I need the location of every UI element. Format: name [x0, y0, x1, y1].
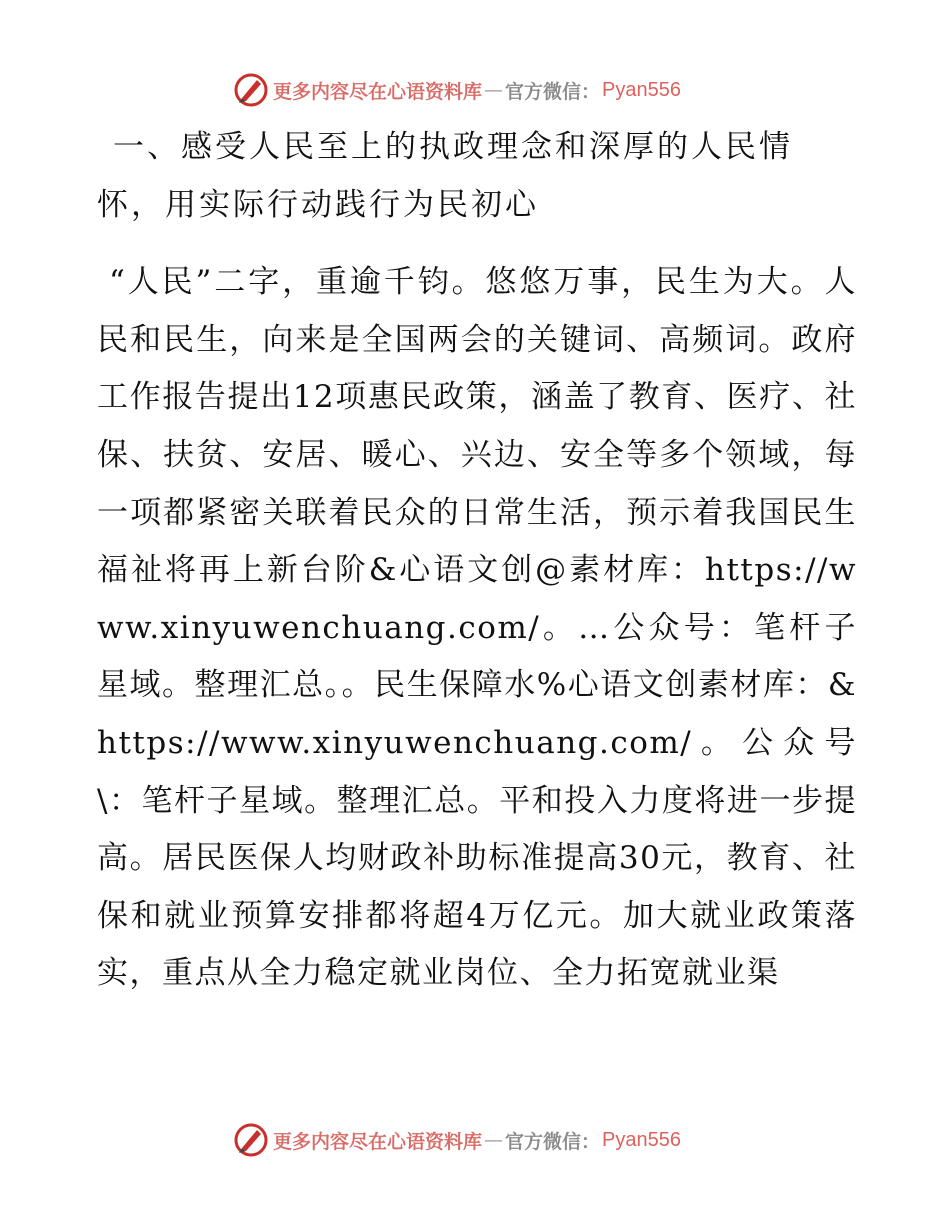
- watermark-wechat-label: 官方微信：: [505, 80, 601, 103]
- watermark-footer: [0, 1120, 950, 1160]
- pen-logo-icon: [233, 72, 269, 108]
- section-heading: 一、感受人民至上的执政理念和深厚的人民情怀，用实际行动践行为民初心: [97, 129, 793, 223]
- watermark-wechat-label: 官方微信：: [505, 1130, 601, 1153]
- watermark-wechat-id: Pyan556: [602, 1128, 681, 1151]
- watermark-site-text: 更多内容尽在心语资料库: [273, 1130, 483, 1153]
- watermark-wechat-id: Pyan556: [602, 78, 681, 101]
- watermark-header: [0, 70, 950, 110]
- document-body: [97, 119, 857, 1003]
- pen-logo-icon: [233, 1122, 269, 1158]
- watermark-separator: —: [484, 79, 504, 101]
- watermark-separator: —: [484, 1129, 504, 1151]
- body-paragraph: “人民”二字，重逾千钧。悠悠万事，民生为大。人民和民生，向来是全国两会的关键词、高频词。政府工作报告提出12项惠民政策，涵盖了教育、医疗、社保、扶贫、安居、暖心、兴边、安全等多个领域，每一项都紧密关联着民众的日常生活，预示着我国民生福祉将再上新台阶&心语文创@素材库：https://www.xinyuwenchuang.com/。…公众号：笔杆子星域。整理汇总。。民生保障水%心语文创素材库：&https://www.xinyuwenchuang.com/。公众号\：笔杆子星域。整理汇总。平和投入力度将进一步提高。居民医保人均财政补助标准提高30元，教育、社保和就业预算安排都将超4万亿元。加大就业政策落实，重点从全力稳定就业岗位、全力拓宽就业渠: [97, 264, 857, 992]
- watermark-site-text: 更多内容尽在心语资料库: [273, 80, 483, 103]
